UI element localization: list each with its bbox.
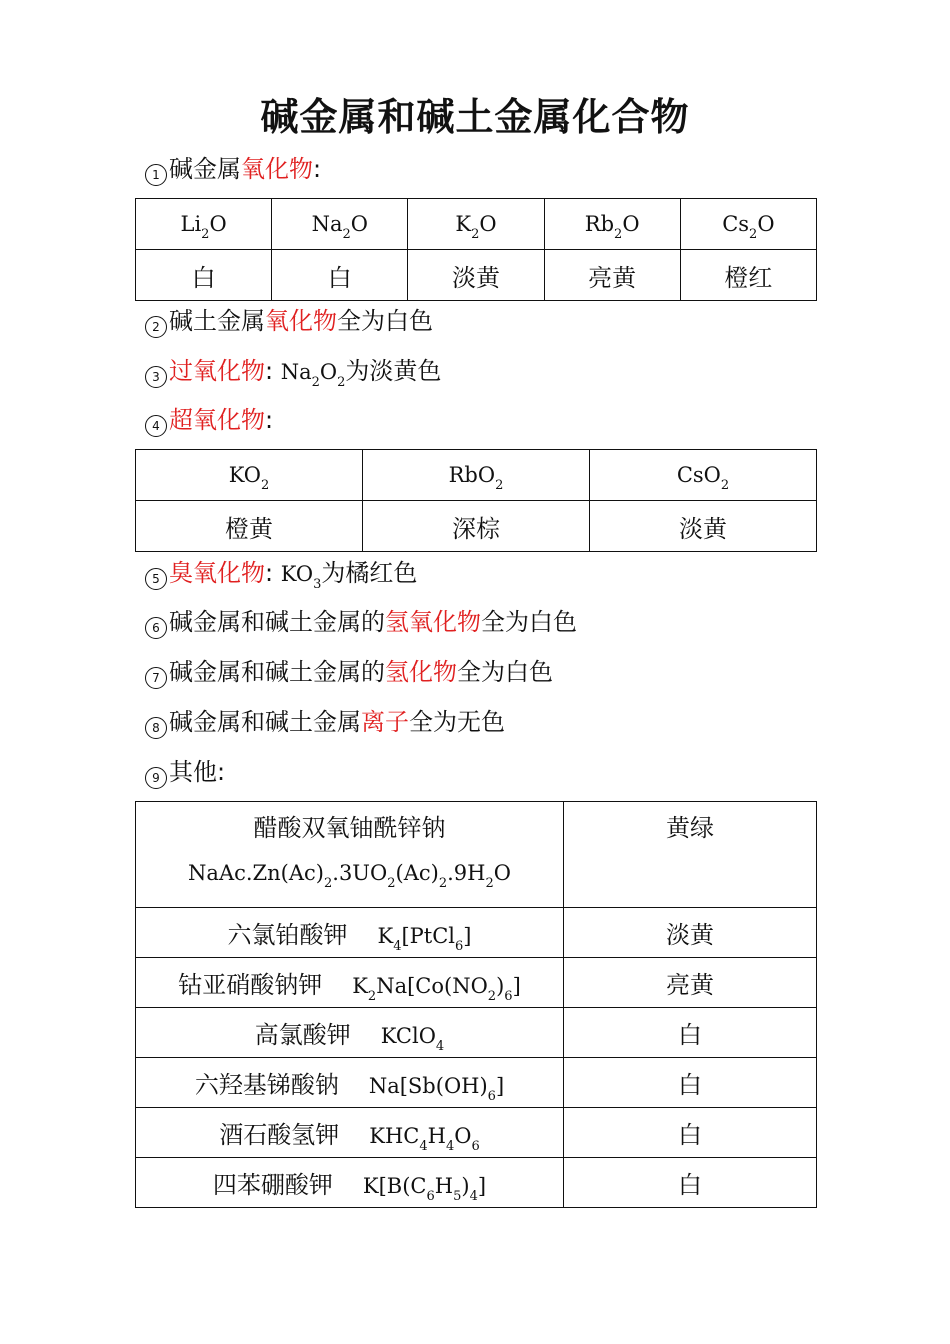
color-cell: 橙红 <box>680 250 816 301</box>
table-row <box>136 199 817 250</box>
compound-name: 六氯铂酸钾 <box>227 921 348 949</box>
section-3 <box>145 356 441 388</box>
circled-number: 5 <box>145 568 167 590</box>
compound-name: 钴亚硝酸钠钾 <box>178 971 323 999</box>
formula-cell: $Cs_2O$ <box>680 199 816 250</box>
highlight-text: 氢氧化物 <box>385 608 481 636</box>
table-row <box>136 250 817 301</box>
section-rest: : <box>265 406 274 434</box>
compound-formula: $NaAc.Zn(Ac)_2.3UO_2(Ac)_2.9H_2O$ <box>188 861 511 891</box>
table-row <box>136 958 817 1008</box>
color-cell: 淡黄 <box>590 501 817 552</box>
highlight-text: 过氧化物 <box>169 357 265 385</box>
table-row <box>136 1008 817 1058</box>
table-row <box>136 802 817 908</box>
table-row <box>136 908 817 958</box>
circled-number: 2 <box>145 316 167 338</box>
color-cell: 橙黄 <box>136 501 363 552</box>
formula-text: $KO_3$ <box>280 562 322 592</box>
section-1 <box>145 154 321 186</box>
section-9 <box>145 757 225 789</box>
circled-number: 6 <box>145 617 167 639</box>
formula-cell: $Rb_2O$ <box>544 199 680 250</box>
compound-name: 醋酸双氧铀酰锌钠 <box>253 814 446 842</box>
compound-cell <box>136 1158 564 1208</box>
compound-cell <box>136 1108 564 1158</box>
compound-cell <box>136 1008 564 1058</box>
table-row <box>136 501 817 552</box>
compound-name: 四苯硼酸钾 <box>212 1171 333 1199</box>
compound-formula: $K_4[PtCl_6]$ <box>377 924 472 954</box>
section-rest: 全为白色 <box>337 307 433 335</box>
formula-text: $Na_2O_2$ <box>280 360 346 390</box>
formula-cell: $Li_2O$ <box>136 199 272 250</box>
formula-cell: $Na_2O$ <box>272 199 408 250</box>
section-rest: 全为白色 <box>481 608 577 636</box>
compound-cell <box>136 1058 564 1108</box>
highlight-text: 氧化物 <box>241 155 313 183</box>
circled-number: 1 <box>145 164 167 186</box>
section-text: 碱金属和碱土金属的 <box>169 608 385 636</box>
compound-name: 高氯酸钾 <box>254 1021 351 1049</box>
formula-cell: CsO$_2$ <box>590 450 817 501</box>
color-cell: 白 <box>136 250 272 301</box>
compound-formula: $KHC_4H_4O_6$ <box>369 1124 480 1154</box>
circled-number: 7 <box>145 667 167 689</box>
table-row <box>136 1058 817 1108</box>
other-compounds-table <box>135 801 817 1208</box>
section-rest: 全为无色 <box>409 708 505 736</box>
compound-cell <box>136 908 564 958</box>
section-4 <box>145 405 273 437</box>
table-row <box>136 1158 817 1208</box>
color-cell: 白 <box>564 1008 817 1058</box>
section-prefix: : <box>265 559 281 587</box>
highlight-text: 离子 <box>361 708 409 736</box>
circled-number: 8 <box>145 717 167 739</box>
compound-name: 酒石酸氢钾 <box>219 1121 340 1149</box>
section-rest: 为橘红色 <box>321 559 418 587</box>
section-prefix: : <box>265 357 281 385</box>
compound-name: 六羟基锑酸钠 <box>194 1071 339 1099</box>
highlight-text: 臭氧化物 <box>169 559 265 587</box>
compound-formula: $Na[Sb(OH)_6]$ <box>368 1074 505 1104</box>
section-text: 碱金属 <box>169 155 241 183</box>
compound-formula: $K[B(C_6H_5)_4]$ <box>362 1174 487 1204</box>
section-8 <box>145 707 505 739</box>
section-rest: 为淡黄色 <box>345 357 442 385</box>
formula-cell: $KO_2$ <box>136 450 363 501</box>
section-2 <box>145 306 433 338</box>
color-cell: 淡黄 <box>408 250 544 301</box>
color-cell: 黄绿 <box>564 802 817 908</box>
section-6 <box>145 607 577 639</box>
table-row <box>136 1108 817 1158</box>
superoxides-table <box>135 449 817 552</box>
page-title: 碱金属和碱土金属化合物 <box>260 95 690 139</box>
section-text: 碱土金属 <box>169 307 265 335</box>
circled-number: 4 <box>145 415 167 437</box>
circled-number: 3 <box>145 366 167 388</box>
compound-formula: $K_2Na[Co(NO_2)_6]$ <box>352 974 521 1004</box>
section-7 <box>145 657 553 689</box>
section-text: 其他: <box>169 758 226 786</box>
color-cell: 白 <box>564 1108 817 1158</box>
color-cell: 亮黄 <box>544 250 680 301</box>
highlight-text: 超氧化物 <box>169 406 265 434</box>
section-text: 碱金属和碱土金属 <box>169 708 361 736</box>
section-rest: 全为白色 <box>457 658 553 686</box>
section-5 <box>145 558 417 590</box>
highlight-text: 氧化物 <box>265 307 337 335</box>
highlight-text: 氢化物 <box>385 658 457 686</box>
compound-cell <box>136 958 564 1008</box>
color-cell: 淡黄 <box>564 908 817 958</box>
circled-number: 9 <box>145 767 167 789</box>
color-cell: 白 <box>272 250 408 301</box>
color-cell: 亮黄 <box>564 958 817 1008</box>
color-cell: 深棕 <box>363 501 590 552</box>
section-text: 碱金属和碱土金属的 <box>169 658 385 686</box>
color-cell: 白 <box>564 1058 817 1108</box>
color-cell: 白 <box>564 1158 817 1208</box>
compound-cell <box>136 802 564 908</box>
formula-cell: $K_2O$ <box>408 199 544 250</box>
compound-formula: KClO$_4$ <box>380 1024 445 1054</box>
alkali-oxides-table <box>135 198 817 301</box>
formula-cell: RbO$_2$ <box>363 450 590 501</box>
table-row <box>136 450 817 501</box>
section-rest: : <box>313 155 322 183</box>
